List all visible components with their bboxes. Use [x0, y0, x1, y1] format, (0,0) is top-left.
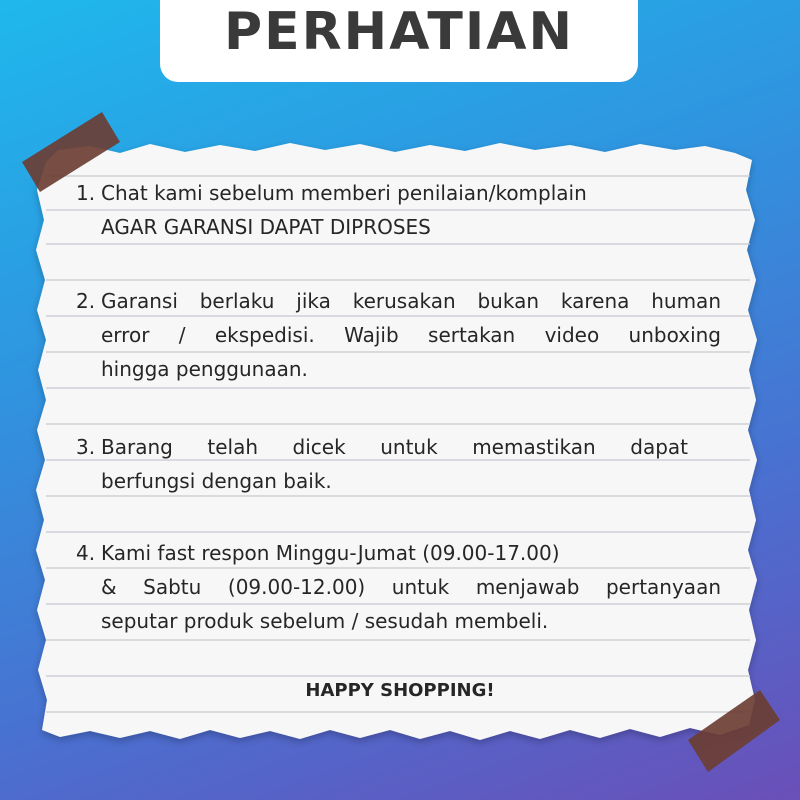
- note-line: berfungsi dengan baik.: [101, 469, 332, 493]
- note-item-3: [76, 430, 688, 498]
- note-line: seputar produk sebelum / sesudah membeli.: [101, 609, 549, 633]
- note-line: Chat kami sebelum memberi penilaian/komplain: [101, 181, 587, 205]
- note-line: AGAR GARANSI DAPAT DIPROSES: [101, 215, 431, 239]
- note-number: 4.: [76, 541, 96, 565]
- note-number: 3.: [76, 435, 96, 459]
- note-line: Garansi berlaku jika kerusakan bukan karena human: [101, 289, 721, 313]
- footer-message: HAPPY SHOPPING!: [305, 680, 495, 701]
- note-item-4: [76, 536, 721, 638]
- note-item-1: [76, 176, 721, 244]
- note-line: Kami fast respon Minggu-Jumat (09.00-17.00): [101, 541, 560, 565]
- note-number: 2.: [76, 289, 96, 313]
- note-line: & Sabtu (09.00-12.00) untuk menjawab pertanyaan: [101, 575, 721, 599]
- page-title: PERHATIAN: [224, 2, 574, 62]
- note-line: Barang telah dicek untuk memastikan dapat: [101, 435, 688, 459]
- note-number: 1.: [76, 181, 96, 205]
- note-line: error / ekspedisi. Wajib sertakan video unboxing: [101, 323, 721, 347]
- note-item-2: [76, 284, 721, 386]
- note-line: hingga penggunaan.: [101, 357, 308, 381]
